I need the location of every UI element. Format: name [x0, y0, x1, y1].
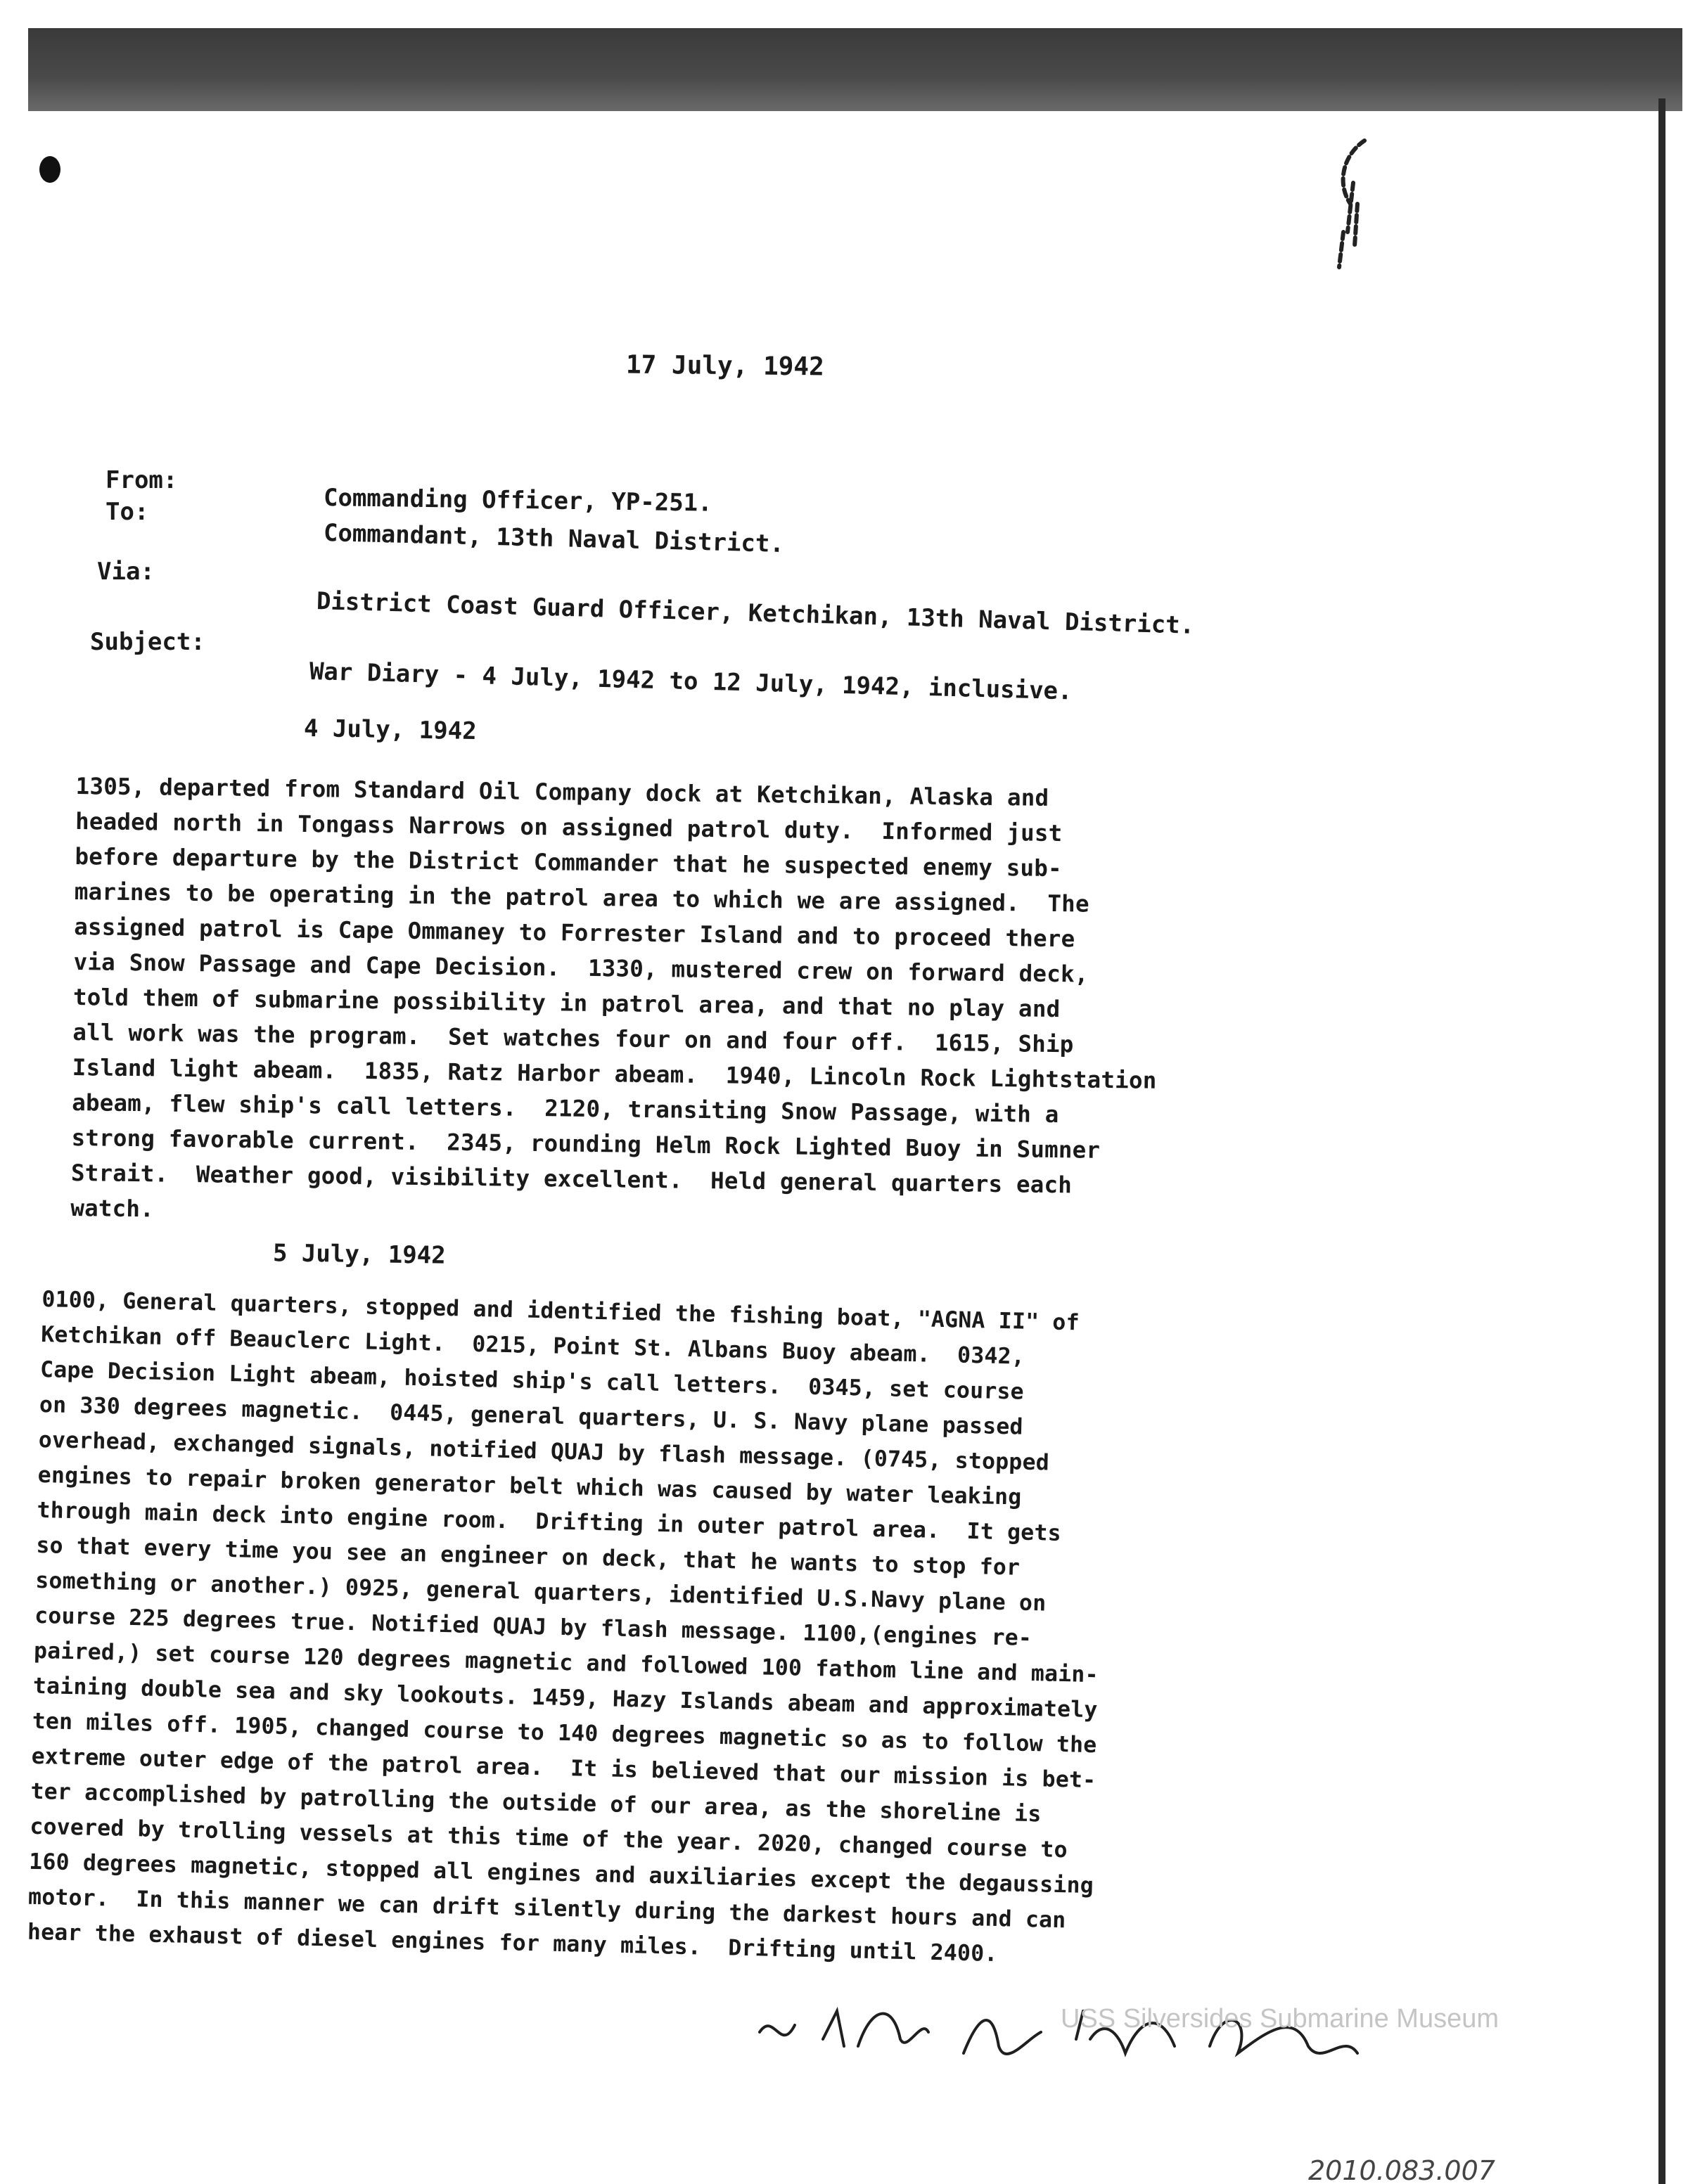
from-label: From:: [106, 466, 178, 494]
scan-right-edge: [1658, 98, 1665, 2184]
svg-text:2010.083.007: 2010.083.007: [1308, 2155, 1495, 2184]
subject-label: Subject:: [90, 628, 205, 656]
entry-date-july-5: 5 July, 1942: [272, 1239, 446, 1270]
scan-top-band: [28, 28, 1682, 111]
entry-date-july-4: 4 July, 1942: [303, 714, 477, 746]
via-value: District Coast Guard Officer, Ketchikan, 13th Naval District.: [316, 587, 1195, 640]
accession-number: [1301, 2149, 1533, 2184]
to-value: Commandant, 13th Naval District.: [323, 519, 785, 558]
letter-date: 17 July, 1942: [625, 350, 824, 382]
via-label: Via:: [97, 558, 155, 586]
subject-value: War Diary - 4 July, 1942 to 12 July, 1942, inclusive.: [309, 657, 1073, 706]
punch-hole-mark: [39, 156, 60, 183]
entry-text-july-5: 0100, General quarters, stopped and identified the fishing boat, "AGNA II" of Ketchikan off Beauclerc Light. 0215, Point St. Albans Buoy abeam. 0342, Cape Decision Light abeam, hoisted ship's call letters. 0345, set course on 330 degrees magnetic. 0445, general quarters, U. S. Navy plane passed overhead, exchanged signals, notified QUAJ by flash message. (0745, stopped engines to repair broken generator belt which was caused by water leaking through main deck into engine room. Drifting in outer patrol area. It gets so that every time you see an engineer on deck, that he wants to stop for something or another.) 0925, general quarters, identified U.S.Navy plane on course 225 degrees true. Notified QUAJ by flash message. 1100,(engines re- paired,) set course 120 degrees magnetic and followed 100 fathom line and main- taining double sea and sky lookouts. 1459, Hazy Islands abeam and approximately ten miles off. 1905, changed course to 140 degrees magnetic so as to follow the extreme outer edge of the patrol area. It is believed that our mission is bet- ter accomplished by patrolling the outside of our area, as the shoreline is covered by trolling vessels at this time of the year. 2020, changed course to 160 degrees magnetic, stopped all engines and auxiliaries except the degaussing motor. In this manner we can drift silently during the darkest hours and can hear the exhaust of diesel engines for many miles. Drifting until 2400.: [27, 1286, 1099, 1967]
to-label: To:: [106, 498, 149, 526]
museum-watermark: USS Silversides Submarine Museum: [1061, 2004, 1500, 2034]
corner-pen-marks: [1294, 127, 1393, 281]
entry-text-july-4: 1305, departed from Standard Oil Company dock at Ketchikan, Alaska and headed north in Tongass Narrows on assigned patrol duty. Informed just before departure by the District Commander that he suspected enemy sub- marines to be operating in the patrol area to which we are assigned. The assigned patrol is Cape Ommaney to Forrester Island and to proceed there via Snow Passage and Cape Decision. 1330, mustered crew on forward deck, told them of submarine possibility in patrol area, and that no play and all work was the program. Set watches four on and four off. 1615, Ship Island light abeam. 1835, Ratz Harbor abeam. 1940, Lincoln Rock Lightstation abeam, flew ship's call letters. 2120, transiting Snow Passage, with a strong favorable current. 2345, rounding Helm Rock Lighted Buoy in Sumner Strait. Weather good, visibility excellent. Held general quarters each watch.: [70, 772, 1157, 1223]
from-value: Commanding Officer, YP-251.: [323, 484, 712, 518]
